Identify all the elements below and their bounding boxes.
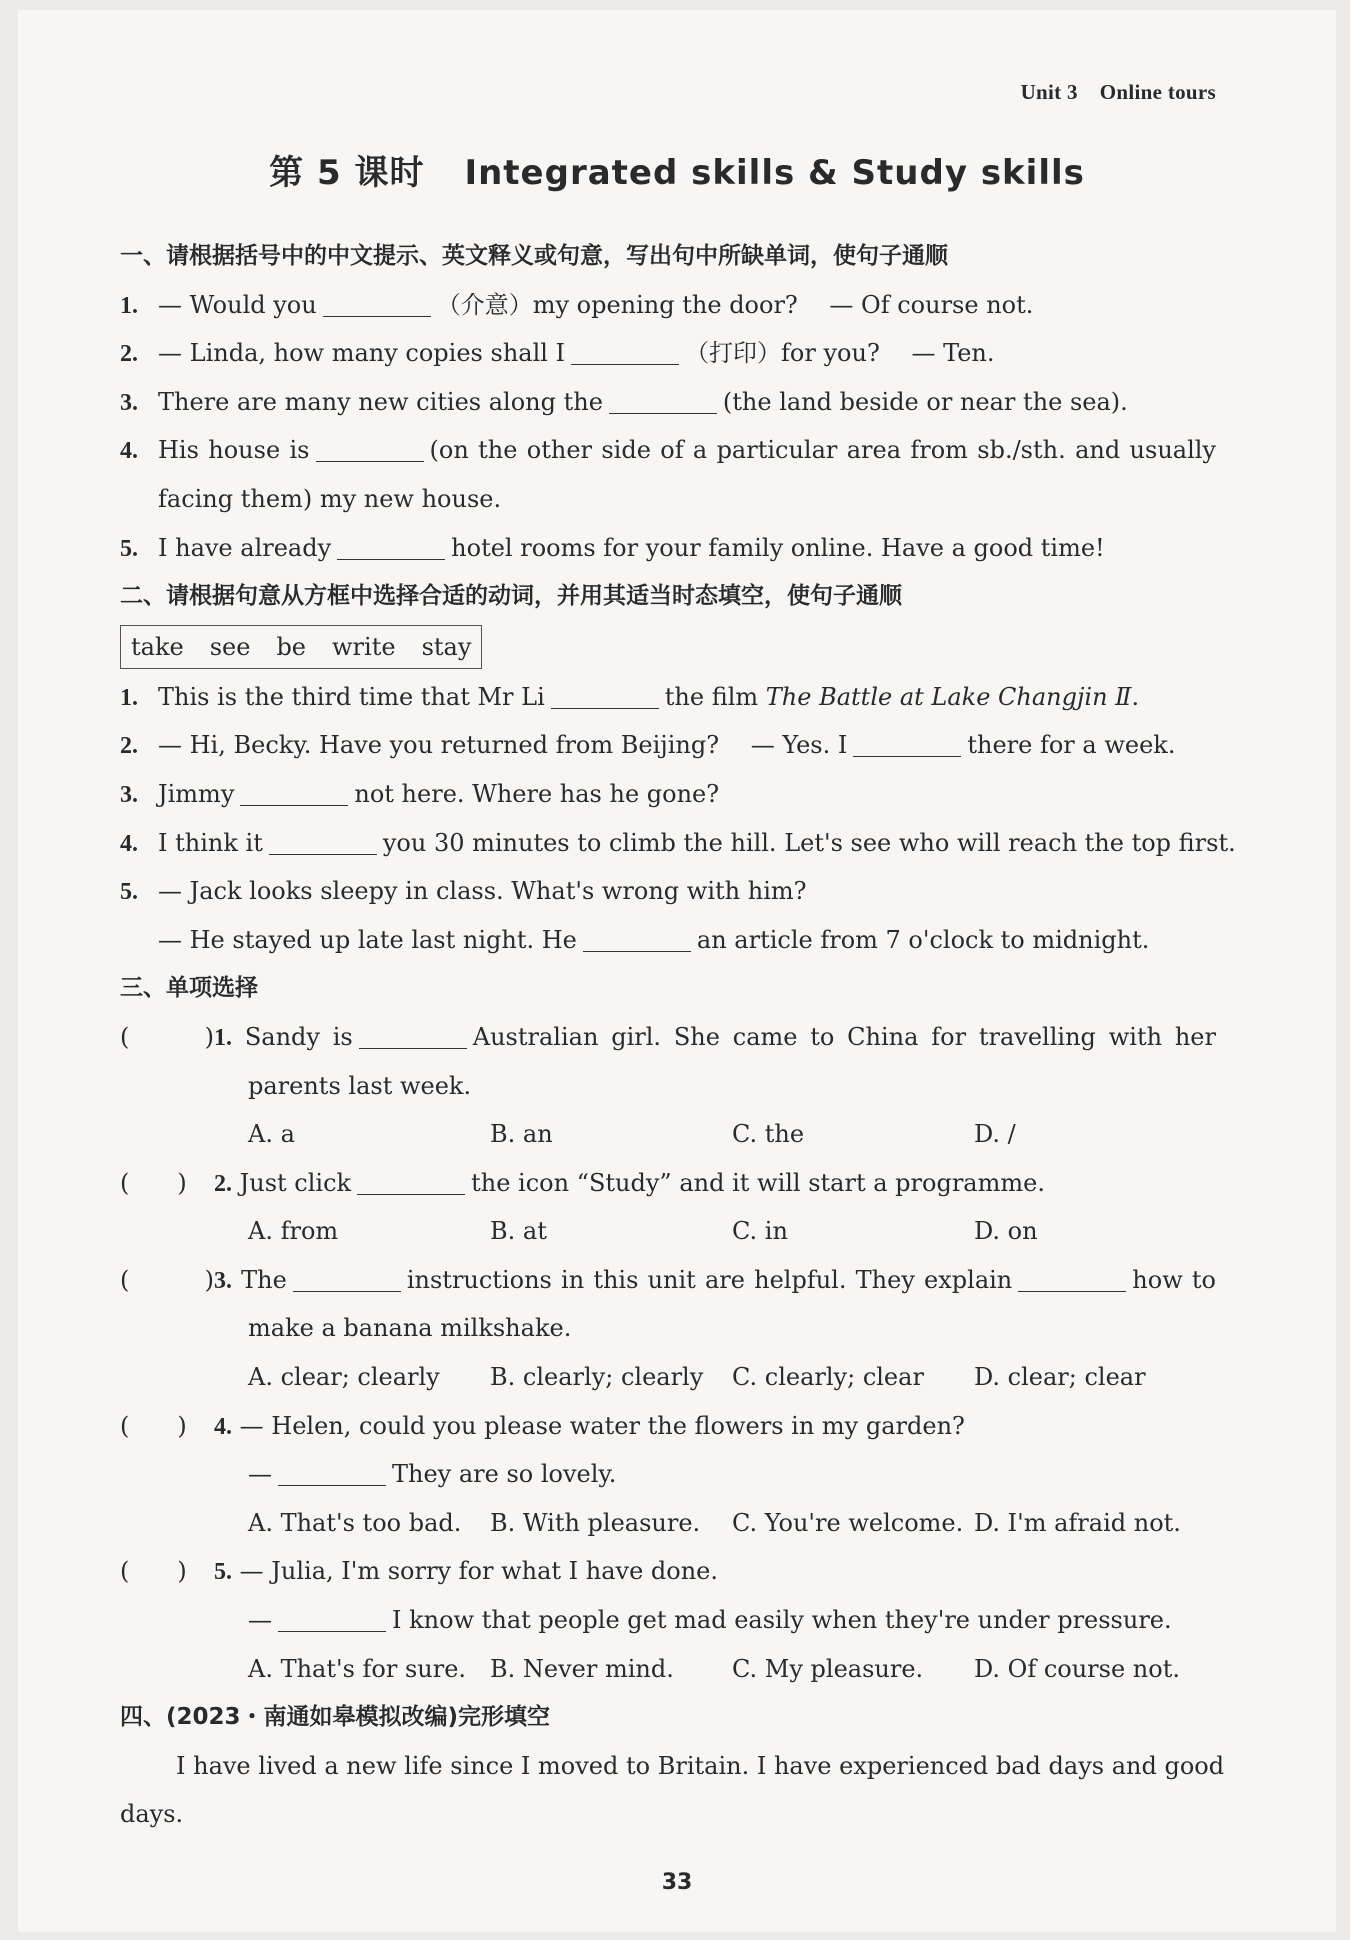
- option-b[interactable]: B. clearly; clearly: [490, 1363, 704, 1392]
- mc-question-1: ( )1. Sandy is Australian girl. She came to China for travelling with her: [120, 1013, 1216, 1062]
- answer-parens[interactable]: ( ): [120, 1168, 187, 1197]
- option-a[interactable]: A. That's too bad.: [248, 1508, 462, 1537]
- answer-blank[interactable]: [293, 1261, 401, 1292]
- s1-item-4-cont: facing them) my new house.: [158, 484, 502, 513]
- answer-parens[interactable]: ( ): [120, 1022, 214, 1051]
- mc-question-4-cont: — They are so lovely.: [120, 1450, 1216, 1499]
- option-a[interactable]: A. clear; clearly: [248, 1363, 440, 1392]
- s1-item-4: 4. His house is (on the other side of a particular area from sb./sth. and usually: [120, 426, 1216, 475]
- mc-options-3: [120, 1353, 1216, 1402]
- word-option: be: [276, 632, 307, 661]
- option-c[interactable]: C. the: [732, 1120, 805, 1149]
- mc-question-5-cont: — I know that people get mad easily when they're under pressure.: [120, 1596, 1216, 1645]
- answer-blank[interactable]: [583, 921, 691, 952]
- option-b[interactable]: B. Never mind.: [490, 1654, 674, 1683]
- option-a[interactable]: A. from: [248, 1217, 339, 1246]
- option-d[interactable]: D. Of course not.: [974, 1654, 1180, 1683]
- cloze-paragraph-cont: days.: [120, 1800, 184, 1829]
- answer-parens[interactable]: ( ): [120, 1557, 187, 1586]
- option-c[interactable]: C. in: [732, 1217, 788, 1246]
- mc-question-5: ( ) 5. — Julia, I'm sorry for what I have done.: [120, 1547, 1216, 1596]
- answer-blank[interactable]: [571, 334, 679, 365]
- film-title: The Battle at Lake Changjin Ⅱ: [765, 682, 1132, 711]
- answer-blank[interactable]: [278, 1601, 386, 1632]
- mc-options-5: [120, 1645, 1216, 1694]
- mc-question-2: ( ) 2. Just click the icon “Study” and it will start a programme.: [120, 1159, 1216, 1208]
- answer-blank[interactable]: [359, 1018, 467, 1049]
- answer-blank[interactable]: [551, 678, 659, 709]
- answer-blank[interactable]: [853, 726, 961, 757]
- word-option: see: [209, 632, 251, 661]
- option-b[interactable]: B. at: [490, 1217, 547, 1246]
- option-d[interactable]: D. on: [974, 1217, 1038, 1246]
- mc-options-2: [120, 1207, 1216, 1256]
- section-4-heading: 四、(2023・南通如皋模拟改编)完形填空: [120, 1704, 551, 1731]
- option-c[interactable]: C. You're welcome.: [732, 1508, 964, 1537]
- answer-blank[interactable]: [240, 775, 348, 806]
- mc-question-3: ( )3. The instructions in this unit are helpful. They explain how to: [120, 1256, 1216, 1305]
- worksheet-page: [18, 10, 1336, 1932]
- option-d[interactable]: D. clear; clear: [974, 1363, 1146, 1392]
- s2-item-4: 4. I think it you 30 minutes to climb the hill. Let's see who will reach the top first.: [120, 819, 1216, 868]
- s2-item-3: 3. Jimmy not here. Where has he gone?: [120, 770, 1216, 819]
- lesson-number: 第 5 课时: [269, 153, 425, 193]
- option-a[interactable]: A. That's for sure.: [248, 1654, 467, 1683]
- s1-item-1: 1. — Would you （介意）my opening the door? — Of course not.: [120, 281, 1216, 330]
- cloze-paragraph: I have lived a new life since I moved to Britain. I have experienced bad days and good: [176, 1751, 1225, 1780]
- answer-blank[interactable]: [1018, 1261, 1126, 1292]
- option-d[interactable]: D. /: [974, 1120, 1016, 1149]
- word-box-container: [120, 621, 1216, 673]
- page-title: [18, 145, 1336, 194]
- s1-item-5: 5. I have already hotel rooms for your family online. Have a good time!: [120, 524, 1216, 573]
- s2-item-2: 2. — Hi, Becky. Have you returned from Beijing? — Yes. I there for a week.: [120, 721, 1216, 770]
- s2-item-5-cont: — He stayed up late last night. He an article from 7 o'clock to midnight.: [120, 916, 1216, 965]
- answer-blank[interactable]: [609, 383, 717, 414]
- mc-question-4: ( ) 4. — Helen, could you please water the flowers in my garden?: [120, 1402, 1216, 1451]
- mc-question-1-cont: parents last week.: [248, 1071, 472, 1100]
- worksheet-content: [120, 232, 1236, 1839]
- section-1-heading: 一、请根据括号中的中文提示、英文释义或句意，写出句中所缺单词，使句子通顺: [120, 243, 948, 269]
- mc-question-3-cont: make a banana milkshake.: [248, 1314, 572, 1343]
- option-b[interactable]: B. With pleasure.: [490, 1508, 701, 1537]
- word-option: stay: [421, 632, 472, 661]
- answer-blank[interactable]: [357, 1164, 465, 1195]
- page-number: 33: [661, 1870, 693, 1895]
- section-2-heading: 二、请根据句意从方框中选择合适的动词，并用其适当时态填空，使句子通顺: [120, 583, 902, 610]
- answer-blank[interactable]: [278, 1455, 386, 1486]
- answer-blank[interactable]: [337, 529, 445, 560]
- s1-item-2: 2. — Linda, how many copies shall I （打印）for you? — Ten.: [120, 329, 1216, 378]
- s1-item-3: 3. There are many new cities along the (the land beside or near the sea).: [120, 378, 1216, 427]
- lesson-name: Integrated skills & Study skills: [464, 153, 1085, 193]
- mc-options-1: [120, 1110, 1216, 1159]
- answer-parens[interactable]: ( ): [120, 1411, 187, 1440]
- s2-item-5: 5. — Jack looks sleepy in class. What's wrong with him?: [120, 877, 807, 906]
- mc-options-4: [120, 1499, 1216, 1548]
- option-a[interactable]: A. a: [248, 1120, 295, 1149]
- answer-blank[interactable]: [323, 286, 431, 317]
- running-header: [1021, 80, 1216, 105]
- answer-parens[interactable]: ( ): [120, 1265, 214, 1294]
- option-c[interactable]: C. My pleasure.: [732, 1654, 924, 1683]
- word-option: write: [332, 632, 396, 661]
- section-3-heading: 三、单项选择: [120, 975, 258, 1002]
- unit-topic: Online tours: [1099, 80, 1216, 104]
- s2-item-1: 1. This is the third time that Mr Li the film The Battle at Lake Changjin Ⅱ.: [120, 673, 1216, 722]
- option-c[interactable]: C. clearly; clear: [732, 1363, 924, 1392]
- answer-blank[interactable]: [316, 431, 424, 462]
- word-option: take: [131, 632, 184, 661]
- option-d[interactable]: D. I'm afraid not.: [974, 1508, 1181, 1537]
- answer-blank[interactable]: [269, 824, 377, 855]
- unit-label: Unit 3: [1020, 80, 1078, 104]
- option-b[interactable]: B. an: [490, 1120, 553, 1149]
- word-box: [120, 625, 482, 669]
